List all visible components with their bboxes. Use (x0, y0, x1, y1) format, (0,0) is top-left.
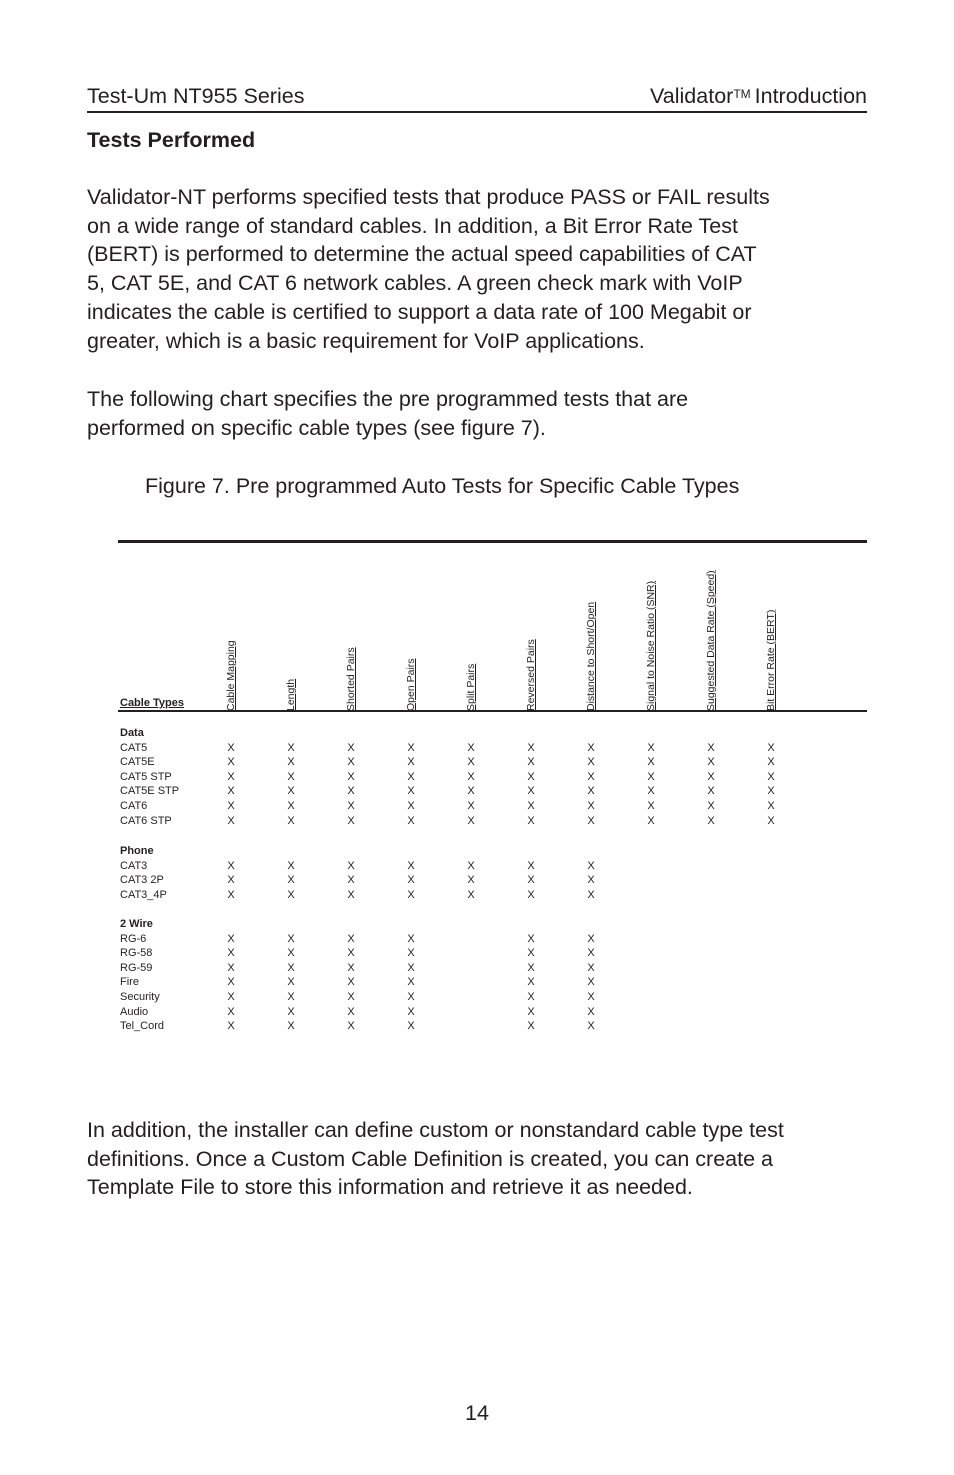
table-cell-mark: X (587, 800, 595, 812)
table-cell-mark: X (347, 874, 355, 887)
table-cell-mark: X (227, 770, 235, 783)
table-cell-mark: X (227, 932, 235, 945)
table-cell-mark: X (227, 785, 235, 798)
column-header: Reversed Pairs (525, 639, 537, 711)
table-cell-mark: X (407, 800, 415, 812)
table-row-label: CAT5 (120, 741, 148, 754)
table-cell-mark: X (347, 888, 355, 901)
table-cell-mark: X (527, 741, 535, 754)
table-cell-mark: X (767, 785, 775, 798)
table-cell-mark: X (227, 741, 235, 754)
table-cell-mark: X (227, 756, 235, 769)
table-row-label: CAT6 (120, 800, 148, 812)
table-cell-mark: X (227, 1005, 235, 1018)
paragraph-line: definitions. Once a Custom Cable Definition is created, you can create a (87, 1146, 773, 1171)
table-cell-mark: X (527, 1005, 535, 1018)
paragraph-line: The following chart specifies the pre programmed tests that are (87, 387, 689, 411)
group-label: Data (120, 727, 144, 739)
table-cell-mark: X (527, 888, 535, 901)
table-row-label: CAT5 STP (120, 770, 172, 783)
table-cell-mark: X (587, 1005, 595, 1018)
table-cell-mark: X (287, 800, 295, 812)
table-row-label: CAT5E (120, 756, 155, 769)
table-cell-mark: X (287, 785, 295, 798)
table-cell-mark: X (587, 859, 595, 872)
table-cell-mark: X (347, 976, 355, 989)
table-cell-mark: X (407, 932, 415, 945)
table-cell-mark: X (347, 1020, 355, 1033)
table-cell-mark: X (527, 756, 535, 769)
table-cell-mark: X (587, 991, 595, 1003)
table-cell-mark: X (707, 800, 715, 812)
table-cell-mark: X (587, 932, 595, 945)
table-cell-mark: X (587, 741, 595, 754)
group-label: 2 Wire (120, 918, 153, 930)
table-row-label: CAT3 (120, 859, 148, 872)
header-product: Validator (650, 84, 734, 108)
table-cell-mark: X (527, 976, 535, 989)
running-header-right (650, 83, 867, 109)
table-cell-mark: X (227, 991, 235, 1003)
header-rule (87, 111, 867, 113)
table-cell-mark: X (527, 874, 535, 887)
table-cell-mark: X (587, 770, 595, 783)
table-cell-mark: X (227, 961, 235, 974)
table-cell-mark: X (407, 814, 415, 827)
table-row-label: Tel_Cord (120, 1020, 165, 1033)
table-cell-mark: X (527, 785, 535, 798)
table-cell-mark: X (707, 814, 715, 827)
table-cell-mark: X (347, 859, 355, 872)
table-cell-mark: X (227, 859, 235, 872)
table-cell-mark: X (527, 961, 535, 974)
table-row-label: Security (120, 991, 160, 1003)
table-cell-mark: X (407, 874, 415, 887)
column-header: Open Pairs (405, 658, 417, 711)
table-cell-mark: X (347, 961, 355, 974)
cable-types-header: Cable Types (120, 697, 184, 709)
table-cell-mark: X (647, 741, 655, 754)
column-header: Cable Mapping (225, 640, 237, 711)
header-section: Introduction (754, 84, 867, 108)
table-row-label: RG-6 (120, 932, 147, 945)
table-cell-mark: X (227, 800, 235, 812)
paragraph-line: Template File to store this information and retrieve it as needed. (87, 1175, 693, 1200)
table-cell-mark: X (467, 800, 475, 812)
table-cell-mark: X (527, 800, 535, 812)
table-cell-mark: X (407, 785, 415, 798)
table-row-label: CAT5E STP (120, 785, 180, 798)
table-cell-mark: X (287, 961, 295, 974)
running-header-left: Test-Um NT955 Series (87, 84, 305, 108)
table-cell-mark: X (647, 814, 655, 827)
table-cell-mark: X (287, 874, 295, 887)
column-header: Shorted Pairs (345, 647, 357, 711)
paragraph-line: greater, which is a basic requirement for VoIP applications. (87, 328, 645, 353)
table-cell-mark: X (407, 859, 415, 872)
table-cell-mark: X (347, 1005, 355, 1018)
table-cell-mark: X (467, 770, 475, 783)
table-cell-mark: X (347, 770, 355, 783)
column-header: Split Pairs (465, 663, 477, 711)
paragraph-line: indicates the cable is certified to support a data rate of 100 Megabit or (87, 299, 752, 324)
table-cell-mark: X (527, 991, 535, 1003)
table-cell-mark: X (227, 888, 235, 901)
table-cell-mark: X (287, 932, 295, 945)
table-cell-mark: X (287, 741, 295, 754)
table-cell-mark: X (407, 976, 415, 989)
custom-definition-paragraph (87, 1116, 877, 1202)
table-cell-mark: X (647, 770, 655, 783)
table-cell-mark: X (227, 814, 235, 827)
table-cell-mark: X (587, 1020, 595, 1033)
table-cell-mark: X (587, 961, 595, 974)
table-cell-mark: X (347, 814, 355, 827)
column-header: Suggested Data Rate (Speed) (705, 570, 717, 711)
table-cell-mark: X (587, 888, 595, 901)
table-cell-mark: X (227, 976, 235, 989)
table-cell-mark: X (407, 961, 415, 974)
table-cell-mark: X (287, 814, 295, 827)
table-cell-mark: X (527, 947, 535, 960)
table-cell-mark: X (407, 1005, 415, 1018)
table-cell-mark: X (767, 741, 775, 754)
table-cell-mark: X (407, 991, 415, 1003)
group-label: Phone (120, 845, 154, 857)
table-cell-mark: X (467, 756, 475, 769)
table-cell-mark: X (467, 785, 475, 798)
table-cell-mark: X (347, 741, 355, 754)
intro-paragraph (87, 183, 877, 355)
table-cell-mark: X (587, 814, 595, 827)
table-cell-mark: X (407, 1020, 415, 1033)
table-cell-mark: X (707, 785, 715, 798)
section-title: Tests Performed (87, 128, 256, 152)
table-cell-mark: X (587, 874, 595, 887)
table-cell-mark: X (287, 859, 295, 872)
table-cell-mark: X (347, 932, 355, 945)
table-cell-mark: X (587, 976, 595, 989)
table-row-label: Audio (120, 1005, 149, 1018)
table-cell-mark: X (587, 947, 595, 960)
table-cell-mark: X (707, 741, 715, 754)
table-cell-mark: X (587, 756, 595, 769)
table-cell-mark: X (287, 1005, 295, 1018)
table-cell-mark: X (287, 756, 295, 769)
paragraph-line: performed on specific cable types (see figure 7). (87, 415, 546, 440)
table-cell-mark: X (287, 888, 295, 901)
column-header: Bit Error Rate (BERT) (765, 609, 777, 711)
table-row-label: RG-58 (120, 947, 153, 960)
paragraph-line: 5, CAT 5E, and CAT 6 network cables. A green check mark with VoIP (87, 271, 743, 296)
table-cell-mark: X (467, 859, 475, 872)
table-cell-mark: X (467, 888, 475, 901)
table-cell-mark: X (647, 756, 655, 769)
table-cell-mark: X (407, 770, 415, 783)
table-cell-mark: X (227, 874, 235, 887)
table-cell-mark: X (767, 756, 775, 769)
table-cell-mark: X (527, 770, 535, 783)
figure-caption: Figure 7. Pre programmed Auto Tests for Specific Cable Types (145, 474, 740, 498)
table-cell-mark: X (527, 932, 535, 945)
table-cell-mark: X (407, 741, 415, 754)
table-cell-mark: X (347, 785, 355, 798)
table-cell-mark: X (287, 1020, 295, 1033)
table-row-label: Fire (120, 976, 139, 989)
column-header: Signal to Noise Ratio (SNR) (645, 580, 657, 711)
column-header: Length (285, 678, 297, 711)
table-cell-mark: X (467, 874, 475, 887)
table-row-label: CAT6 STP (120, 814, 172, 827)
table-cell-mark: X (227, 1020, 235, 1033)
table-cell-mark: X (707, 756, 715, 769)
paragraph-line: (BERT) is performed to determine the actual speed capabilities of CAT (87, 242, 757, 267)
column-header: Distance to Short/Open (585, 601, 597, 711)
table-cell-mark: X (527, 1020, 535, 1033)
paragraph-line: In addition, the installer can define custom or nonstandard cable type test (87, 1118, 784, 1142)
table-cell-mark: X (347, 800, 355, 812)
table-cell-mark: X (347, 756, 355, 769)
paragraph-line: on a wide range of standard cables. In addition, a Bit Error Rate Test (87, 213, 738, 238)
table-cell-mark: X (467, 741, 475, 754)
table-cell-mark: X (527, 859, 535, 872)
table-cell-mark: X (647, 785, 655, 798)
table-row-label: CAT3 2P (120, 874, 164, 887)
table-cell-mark: X (767, 770, 775, 783)
table-cell-mark: X (407, 756, 415, 769)
table-row-label: CAT3_4P (120, 888, 167, 901)
table-top-rule (118, 540, 867, 543)
table-cell-mark: X (347, 947, 355, 960)
table-cell-mark: X (707, 770, 715, 783)
table-cell-mark: X (287, 770, 295, 783)
table-cell-mark: X (467, 814, 475, 827)
table-cell-mark: X (287, 991, 295, 1003)
trademark-mark: TM (733, 87, 751, 101)
chart-intro-paragraph (87, 385, 877, 442)
page-number: 14 (465, 1401, 489, 1425)
table-cell-mark: X (527, 814, 535, 827)
table-cell-mark: X (767, 800, 775, 812)
table-cell-mark: X (767, 814, 775, 827)
table-cell-mark: X (407, 947, 415, 960)
table-cell-mark: X (647, 800, 655, 812)
table-cell-mark: X (587, 785, 595, 798)
paragraph-line: Validator-NT performs specified tests that produce PASS or FAIL results (87, 185, 770, 209)
table-cell-mark: X (287, 947, 295, 960)
table-cell-mark: X (227, 947, 235, 960)
table-cell-mark: X (287, 976, 295, 989)
table-cell-mark: X (347, 991, 355, 1003)
table-cell-mark: X (407, 888, 415, 901)
table-row-label: RG-59 (120, 961, 153, 974)
